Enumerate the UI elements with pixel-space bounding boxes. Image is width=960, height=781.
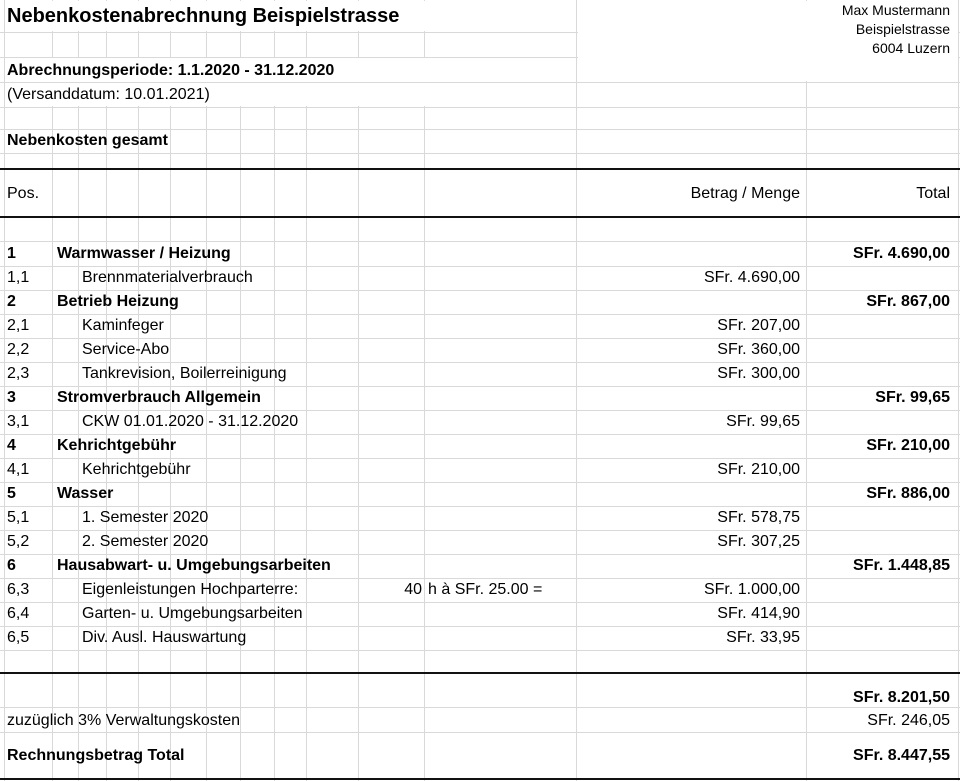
grid-column-line xyxy=(274,0,275,781)
item-amount: SFr. 300,00 xyxy=(717,365,800,382)
item-amount: SFr. 210,00 xyxy=(717,461,800,478)
admin-fee-label: zuzüglich 3% Verwaltungskosten xyxy=(7,712,241,729)
column-header-total: Total xyxy=(916,185,950,202)
item-amount: SFr. 207,00 xyxy=(717,317,800,334)
grid-column-line xyxy=(806,0,807,781)
grid-row-line xyxy=(0,707,960,708)
grid-row-line xyxy=(0,386,960,387)
group-total: SFr. 210,00 xyxy=(866,437,950,454)
group-total: SFr. 867,00 xyxy=(866,293,950,310)
item-pos: 3,1 xyxy=(7,413,30,430)
item-pos: 2,3 xyxy=(7,365,30,382)
item-label: Garten- u. Umgebungsarbeiten xyxy=(82,605,303,622)
grid-row-line xyxy=(0,434,960,435)
address-city: 6004 Luzern xyxy=(872,40,950,56)
item-label: Service-Abo xyxy=(82,341,170,358)
item-quantity: 40 xyxy=(404,581,422,598)
item-label: Eigenleistungen Hochparterre: xyxy=(82,581,299,598)
group-label: Betrieb Heizung xyxy=(57,293,179,310)
grid-row-line xyxy=(0,554,960,555)
item-label: Kaminfeger xyxy=(82,317,164,334)
admin-fee-value: SFr. 246,05 xyxy=(867,712,950,729)
item-amount: SFr. 33,95 xyxy=(726,629,800,646)
item-label: Kehrichtgebühr xyxy=(82,461,191,478)
grid-column-line xyxy=(306,0,307,781)
grid-row-line xyxy=(0,153,960,154)
table-rule xyxy=(0,672,960,674)
table-rule xyxy=(0,216,960,218)
grid-row-line xyxy=(0,129,960,130)
group-label: Hausabwart- u. Umgebungsarbeiten xyxy=(57,557,331,574)
table-rule xyxy=(0,778,960,780)
item-amount: SFr. 1.000,00 xyxy=(703,581,800,598)
column-header-pos: Pos. xyxy=(7,185,40,202)
grand-total-value: SFr. 8.447,55 xyxy=(853,747,950,764)
item-amount: SFr. 99,65 xyxy=(726,413,800,430)
group-total: SFr. 1.448,85 xyxy=(853,557,950,574)
column-header-amount: Betrag / Menge xyxy=(690,185,800,202)
group-total: SFr. 99,65 xyxy=(875,389,950,406)
grid-row-line xyxy=(0,362,960,363)
item-pos: 5,2 xyxy=(7,533,30,550)
group-label: Kehrichtgebühr xyxy=(57,437,177,454)
group-label: Warmwasser / Heizung xyxy=(57,245,231,262)
grid-column-line xyxy=(52,0,53,781)
address-name: Max Mustermann xyxy=(841,2,950,18)
item-pos: 6,3 xyxy=(7,581,30,598)
period-label: Abrechnungsperiode: 1.1.2020 - 31.12.2020 xyxy=(7,62,335,79)
group-pos: 5 xyxy=(7,485,16,502)
group-pos: 3 xyxy=(7,389,16,406)
grid-row-line xyxy=(0,578,960,579)
grand-total-label: Rechnungsbetrag Total xyxy=(7,747,185,764)
item-amount: SFr. 414,90 xyxy=(717,605,800,622)
item-amount: SFr. 307,25 xyxy=(717,533,800,550)
item-pos: 2,2 xyxy=(7,341,30,358)
item-pos: 1,1 xyxy=(7,269,30,286)
section-title: Nebenkosten gesamt xyxy=(7,132,168,149)
grid-column-line xyxy=(958,0,959,781)
table-rule xyxy=(0,168,960,170)
grid-row-line xyxy=(0,482,960,483)
grid-column-line xyxy=(424,0,425,781)
group-total: SFr. 886,00 xyxy=(866,485,950,502)
address-street: Beispielstrasse xyxy=(855,21,950,37)
item-label: Div. Ausl. Hauswartung xyxy=(82,629,247,646)
grid-row-line xyxy=(0,338,960,339)
grid-row-line xyxy=(0,314,960,315)
grid-row-line xyxy=(0,241,960,242)
item-amount: SFr. 360,00 xyxy=(717,341,800,358)
grid-row-line xyxy=(0,602,960,603)
group-pos: 2 xyxy=(7,293,16,310)
grid-row-line xyxy=(0,530,960,531)
item-pos: 6,4 xyxy=(7,605,30,622)
item-pos: 6,5 xyxy=(7,629,30,646)
item-rate: h à SFr. 25.00 = xyxy=(428,581,543,598)
grid-row-line xyxy=(0,458,960,459)
group-label: Wasser xyxy=(57,485,114,502)
item-label: 1. Semester 2020 xyxy=(82,509,209,526)
group-pos: 4 xyxy=(7,437,16,454)
group-total: SFr. 4.690,00 xyxy=(853,245,950,262)
item-amount: SFr. 4.690,00 xyxy=(703,269,800,286)
grid-row-line xyxy=(0,626,960,627)
sheet-title: Nebenkostenabrechnung Beispielstrasse xyxy=(7,5,400,27)
item-label: Brennmaterialverbrauch xyxy=(82,269,253,286)
item-pos: 2,1 xyxy=(7,317,30,334)
grid-row-line xyxy=(0,266,960,267)
grid-row-line xyxy=(0,506,960,507)
sent-date: (Versanddatum: 10.01.2021) xyxy=(7,86,210,103)
subtotal-value: SFr. 8.201,50 xyxy=(853,689,950,706)
grid-column-line xyxy=(4,0,5,781)
grid-row-line xyxy=(0,410,960,411)
grid-row-line xyxy=(0,732,960,733)
item-label: CKW 01.01.2020 - 31.12.2020 xyxy=(82,413,299,430)
grid-column-line xyxy=(358,0,359,781)
item-amount: SFr. 578,75 xyxy=(717,509,800,526)
item-pos: 4,1 xyxy=(7,461,30,478)
item-label: 2. Semester 2020 xyxy=(82,533,209,550)
group-pos: 1 xyxy=(7,245,16,262)
group-pos: 6 xyxy=(7,557,16,574)
grid-column-line xyxy=(576,0,577,781)
grid-row-line xyxy=(0,650,960,651)
group-label: Stromverbrauch Allgemein xyxy=(57,389,261,406)
item-pos: 5,1 xyxy=(7,509,30,526)
item-label: Tankrevision, Boilerreinigung xyxy=(82,365,287,382)
grid-row-line xyxy=(0,107,960,108)
grid-row-line xyxy=(0,290,960,291)
